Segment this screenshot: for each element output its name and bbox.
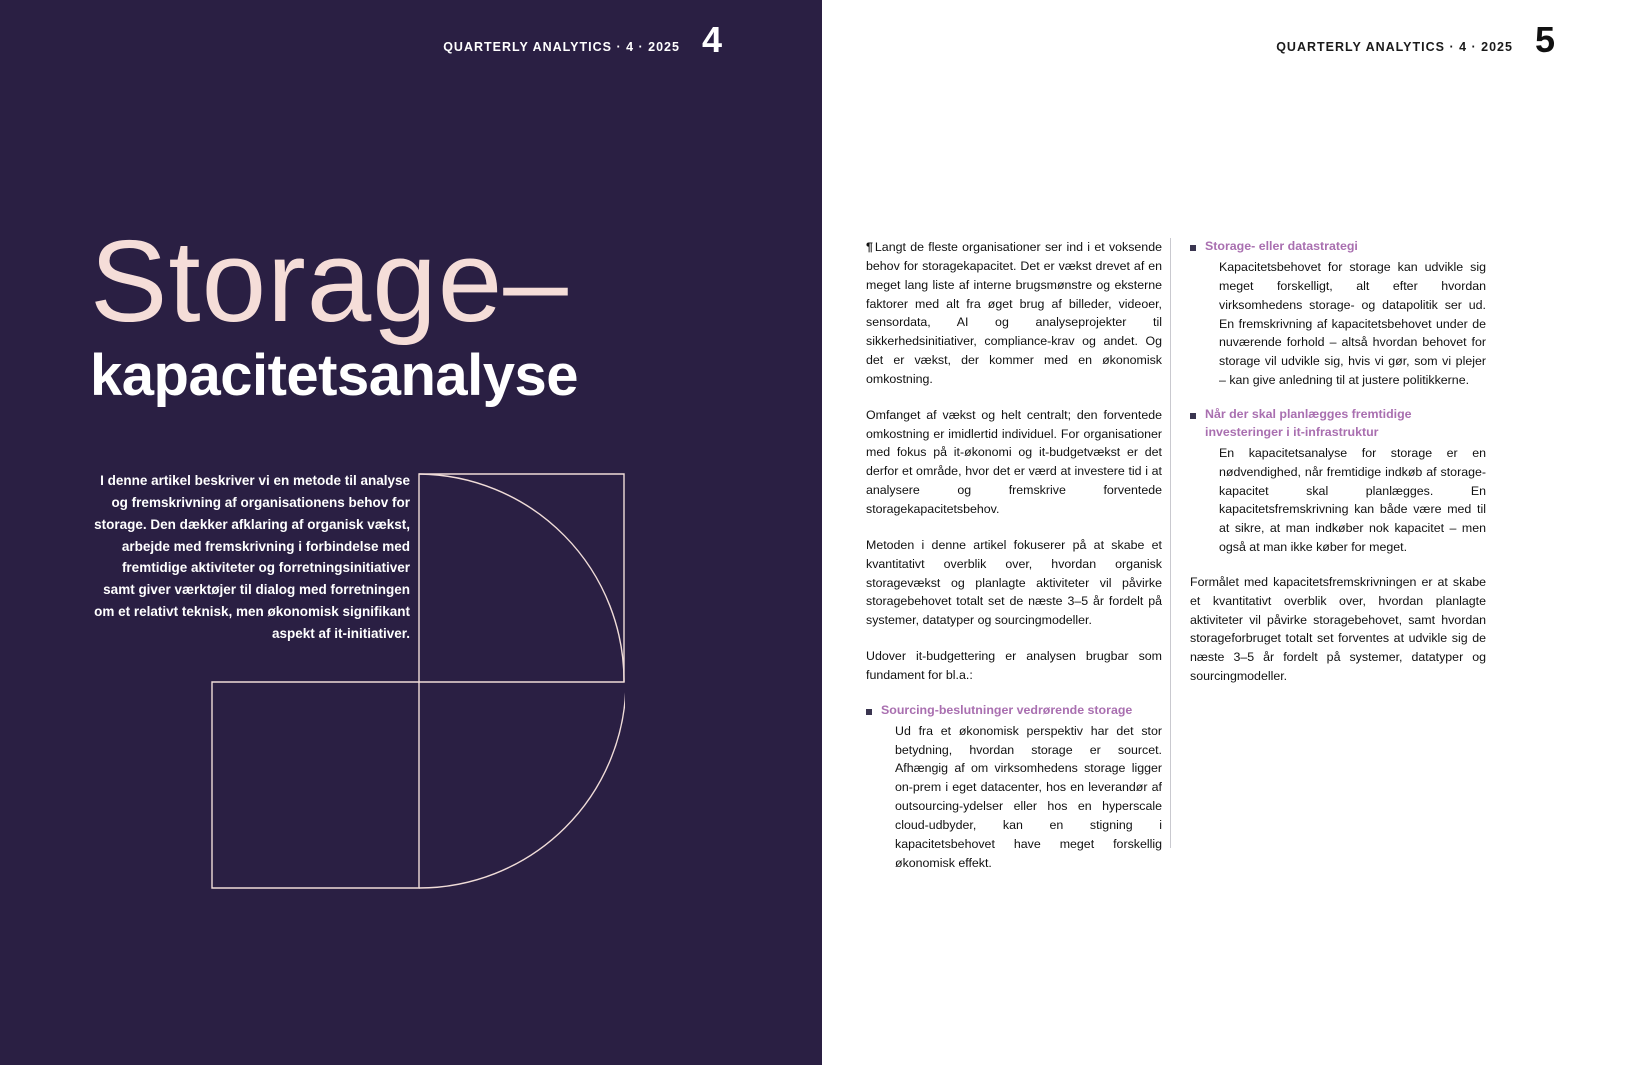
list-item-heading: Sourcing-beslutninger vedrørende storage [881, 702, 1133, 717]
left-page-header [443, 19, 722, 60]
list-item-heading: Storage- eller datastrategi [1205, 239, 1358, 253]
list-item [1190, 406, 1486, 557]
paragraph-3: Metoden i denne artikel fokuserer på at skabe et kvantitativt overblik over, hvordan organisk storagevækst og planlagte aktiviteter vil påvirke storagebehovet totalt set de næste 3–5 år fordelt på systemer, datatyper og sourcingmodeller. [866, 537, 1162, 628]
paragraph-intro [866, 238, 1162, 389]
list-item [1190, 238, 1486, 390]
square-bullet-icon [866, 709, 872, 715]
article-title-block [90, 216, 750, 408]
standfirst-text: I denne artikel beskriver vi en metode til analyse og fremskrivning af organisationens behov for storage. Den dækker afklaring af organisk vækst, arbejde med fremskrivning i forbindelse med fremtidige aktiviteter og forretningsinitiativer samt giver værktøjer til dialog med forretningen om et relativt teknisk, men økonomisk signifikant aspekt af it-initiativer. [94, 473, 410, 642]
square-bullet-icon [1190, 413, 1196, 419]
list-item-heading: Når der skal planlægges fremtidige investeringer i it-infrastruktur [1205, 406, 1412, 439]
page-number-right: 5 [1534, 19, 1555, 60]
page-title-line-1: Storage– [90, 216, 569, 346]
paragraph-closing: Formålet med kapacitetsfremskrivningen er at skabe et kvantitativt overblik over, hvordan planlagte aktiviteter vil påvirke storagebehovet, samt hvordan storageforbruget totalt set forventes at udvikle sig de næste 3–5 år fordelt på systemer, datatyper og sourcingmodeller. [1190, 574, 1486, 684]
column-left [866, 238, 1162, 888]
decorative-quarter-circles-graphic [210, 472, 625, 890]
pilcrow-icon: ¶ [866, 240, 873, 254]
paragraph-4: Udover it-budgettering er analysen brugbar som fundament for bl.a.: [866, 649, 1162, 682]
body-columns [866, 238, 1566, 888]
list-item-body [881, 702, 1162, 873]
list-item-text: Kapacitetsbehovet for storage kan udvikle sig meget forskelligt, alt efter hvordan virksomhedens storage- og datapolitik ser ud. En fremskrivning af kapacitetsbehovet under de nuværende forhold – altså hvordan behovet for storage vil udvikle sig, hvis vi gør, som vi plejer – kan give anledning til at justere politikkerne. [1219, 259, 1486, 388]
page-title-line-2: kapacitetsanalyse [90, 342, 579, 408]
right-page-header [1276, 19, 1555, 60]
list-item-text: En kapacitetsanalyse for storage er en nødvendighed, når fremtidige indkøb af storage-kapacitet skal planlægges. En kapacitetsfremskrivning kan både være med til at sikre, at man indkøber nok kapacitet – men også at man ikke køber for meget. [1219, 445, 1486, 555]
right-page [822, 0, 1645, 1065]
list-item [866, 702, 1162, 873]
list-item-body [1205, 406, 1486, 557]
page-number-left: 4 [701, 19, 722, 60]
paragraph-2: Omfanget af vækst og helt centralt; den forventede omkostning er imidlertid individuel. For organisationer med fokus på it-økonomi og it-budgetvækst er det derfor et område, hvor det er værd at investere tid i at analysere og fremskrive forventede storagekapacitetsbehov. [866, 407, 1162, 516]
left-page [0, 0, 822, 1065]
running-head-left: QUARTERLY ANALYTICS · 4 · 2025 [443, 40, 680, 54]
square-bullet-icon [1190, 245, 1196, 251]
list-item-text: Ud fra et økonomisk perspektiv har det stor betydning, hvordan storage er sourcet. Afhængig af om virksomhedens storage ligger on-prem i eget datacenter, hos en leverandør af outsourcing-ydelser eller hos en hyperscale cloud-udbyder, kan en stigning i kapacitetsbehovet have meget forskellig økonomisk effekt. [895, 723, 1162, 870]
column-right [1190, 238, 1486, 888]
list-item-body [1205, 238, 1486, 390]
paragraph-intro-text: Langt de fleste organisationer ser ind i et voksende behov for storagekapacitet. Det er vækst drevet af en meget lang liste af interne brugsmønstre og eksterne faktorer med alt fra øget brug af billeder, videoer, sensordata, AI og analyseprojekter til sikkerhedsinitiativer, compliance-krav og andet. Og det er vækst, der kommer med en økonomisk omkostning. [866, 240, 1162, 386]
running-head-right: QUARTERLY ANALYTICS · 4 · 2025 [1276, 40, 1513, 54]
